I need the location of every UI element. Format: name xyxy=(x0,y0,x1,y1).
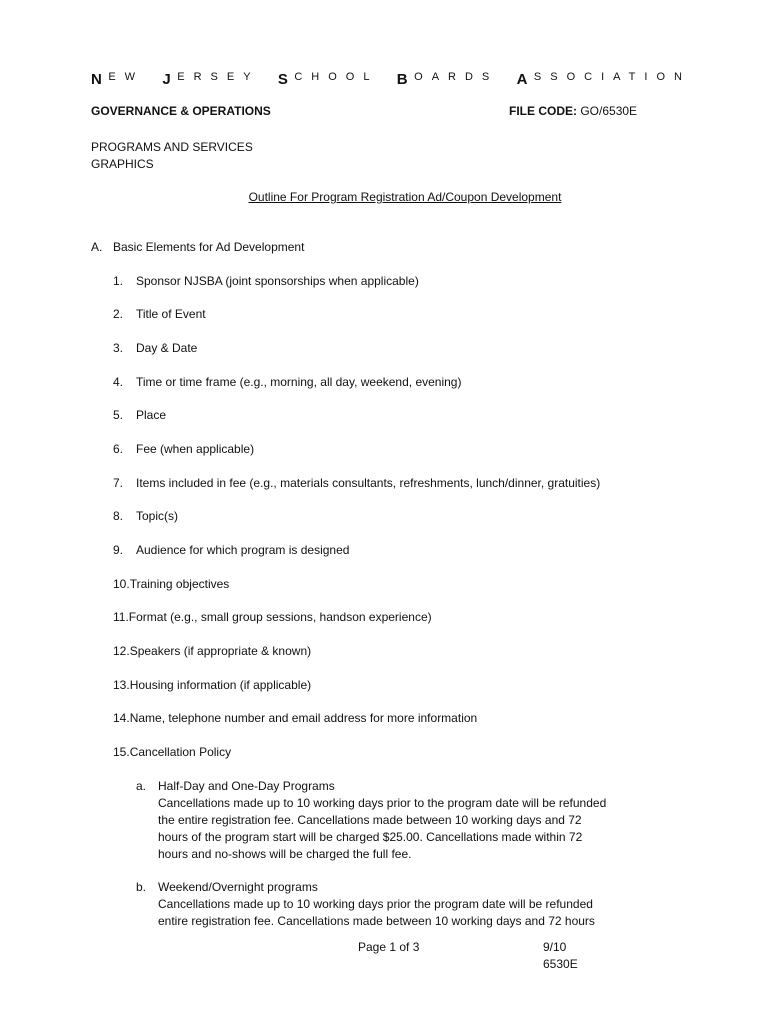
list-item: 14.Name, telephone number and email address for more information xyxy=(113,711,478,725)
list-item: 11.Format (e.g., small group sessions, handson experience) xyxy=(113,610,432,624)
org-word: B OARDS xyxy=(396,71,499,88)
section-a-heading xyxy=(91,240,304,254)
section-letter: A. xyxy=(91,240,103,254)
page-number: Page 1 of 3 xyxy=(358,940,420,954)
document-title: Outline For Program Registration Ad/Coupon Development xyxy=(248,190,562,204)
sub-heading: Weekend/Overnight programs xyxy=(158,880,318,894)
list-item: 15.Cancellation Policy xyxy=(113,745,232,759)
list-item: 7. Items included in fee (e.g., materials consultants, refreshments, lunch/dinner, gratuities) xyxy=(113,476,601,490)
footer-file-code: 6530E xyxy=(543,957,578,971)
sub-letter: b. xyxy=(136,880,147,894)
dept-line: GRAPHICS xyxy=(91,157,154,171)
list-item: 10.Training objectives xyxy=(113,577,230,591)
org-word: A SSOCIATION xyxy=(516,71,691,88)
list-item: 3. Day & Date xyxy=(113,341,198,355)
sub-line: the entire registration fee. Cancellations made between 10 working days and 72 xyxy=(158,813,582,827)
org-word: J ERSEY xyxy=(162,71,260,88)
list-item: 13.Housing information (if applicable) xyxy=(113,678,312,692)
org-word: N EW xyxy=(91,71,145,88)
sub-item-b xyxy=(136,879,595,930)
file-code-value: GO/6530E xyxy=(580,104,638,118)
list-item: 1. Sponsor NJSBA (joint sponsorships when applicable) xyxy=(113,274,419,288)
list-item: 4. Time or time frame (e.g., morning, all day, weekend, evening) xyxy=(113,375,462,389)
sub-line: Cancellations made up to 10 working days prior to the program date will be refunded xyxy=(158,796,607,810)
file-code xyxy=(509,104,637,118)
sub-line: hours of the program start will be charged $25.00. Cancellations made within 72 xyxy=(158,830,583,844)
list-item: 5. Place xyxy=(113,408,167,422)
sub-line: hours and no-shows will be charged the full fee. xyxy=(158,847,412,861)
org-word: S CHOOL xyxy=(277,71,379,88)
sub-item-a xyxy=(136,778,606,863)
sub-letter: a. xyxy=(136,779,147,793)
sub-heading: Half-Day and One-Day Programs xyxy=(158,779,335,793)
dept-line: PROGRAMS AND SERVICES xyxy=(91,140,253,154)
list-item: 6. Fee (when applicable) xyxy=(113,442,255,456)
list-item: 12.Speakers (if appropriate & known) xyxy=(113,644,312,658)
sub-line: entire registration fee. Cancellations made between 10 working days and 72 hours xyxy=(158,914,595,928)
department xyxy=(91,139,253,173)
list-item: 9. Audience for which program is designed xyxy=(113,543,350,557)
revision-date: 9/10 xyxy=(543,940,567,954)
section-title: Basic Elements for Ad Development xyxy=(113,240,305,254)
organization-name xyxy=(91,71,691,88)
list-item: 8. Topic(s) xyxy=(113,509,179,523)
file-code-label: FILE CODE: xyxy=(509,104,577,118)
section-heading: GOVERNANCE & OPERATIONS xyxy=(91,104,271,118)
sub-line: Cancellations made up to 10 working days prior the program date will be refunded xyxy=(158,897,593,911)
list-item: 2. Title of Event xyxy=(113,307,206,321)
